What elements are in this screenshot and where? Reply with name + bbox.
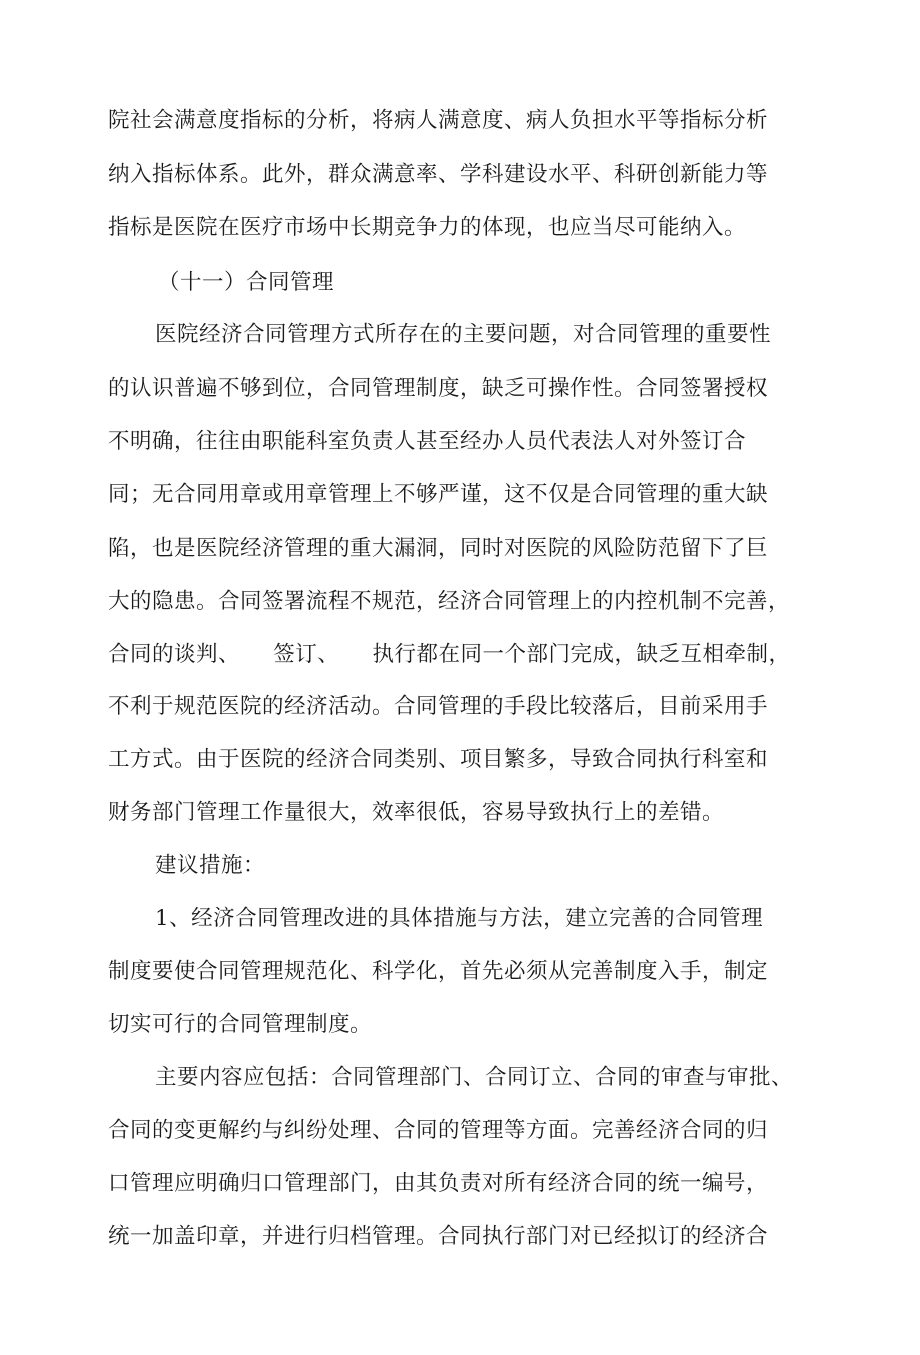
paragraph-line: 指标是医院在医疗市场中长期竞争力的体现，也应当尽可能纳入。 [108,215,747,240]
section-subheading: 建议措施： [155,853,266,878]
paragraph-line: 1、经济合同管理改进的具体措施与方法，建立完善的合同管理 [155,906,764,931]
paragraph-line: 不明确，往往由职能科室负责人甚至经办人员代表法人对外签订合 [108,429,747,454]
paragraph-line: 陷，也是医院经济管理的重大漏洞，同时对医院的风险防范留下了巨 [108,536,769,561]
paragraph-line: 不利于规范医院的经济活动。合同管理的手段比较落后，目前采用手 [108,694,769,719]
paragraph-line: 切实可行的合同管理制度。 [108,1012,373,1037]
paragraph-line: 同；无合同用章或用章管理上不够严谨，这不仅是合同管理的重大缺 [108,482,769,507]
paragraph-line: 统一加盖印章，并进行归档管理。合同执行部门对已经拟订的经济合 [108,1224,769,1249]
paragraph-line: 制度要使合同管理规范化、科学化，首先必须从完善制度入手，制定 [108,959,769,984]
paragraph-line: 大的隐患。合同签署流程不规范，经济合同管理上的内控机制不完善， [108,589,791,614]
paragraph-line: 合同的谈判、 签订、 执行都在同一个部门完成，缺乏互相牵制， [108,642,791,667]
paragraph-line: 口管理应明确归口管理部门，由其负责对所有经济合同的统一编号， [108,1171,769,1196]
section-heading: （十一）合同管理 [158,270,335,295]
paragraph-line: 合同的变更解约与纠纷处理、合同的管理等方面。完善经济合同的归 [108,1118,769,1143]
paragraph-line: 财务部门管理工作量很大，效率很低，容易导致执行上的差错。 [108,800,725,825]
paragraph-line: 主要内容应包括：合同管理部门、合同订立、合同的审查与审批、 [155,1065,794,1090]
paragraph-line: 纳入指标体系。此外，群众满意率、学科建设水平、科研创新能力等 [108,162,769,187]
paragraph-line: 院社会满意度指标的分析，将病人满意度、病人负担水平等指标分析 [108,108,769,133]
paragraph-line: 的认识普遍不够到位，合同管理制度，缺乏可操作性。合同签署授权 [108,376,769,401]
paragraph-line: 工方式。由于医院的经济合同类别、项目繁多，导致合同执行科室和 [108,747,769,772]
paragraph-line: 医院经济合同管理方式所存在的主要问题，对合同管理的重要性 [155,322,772,347]
